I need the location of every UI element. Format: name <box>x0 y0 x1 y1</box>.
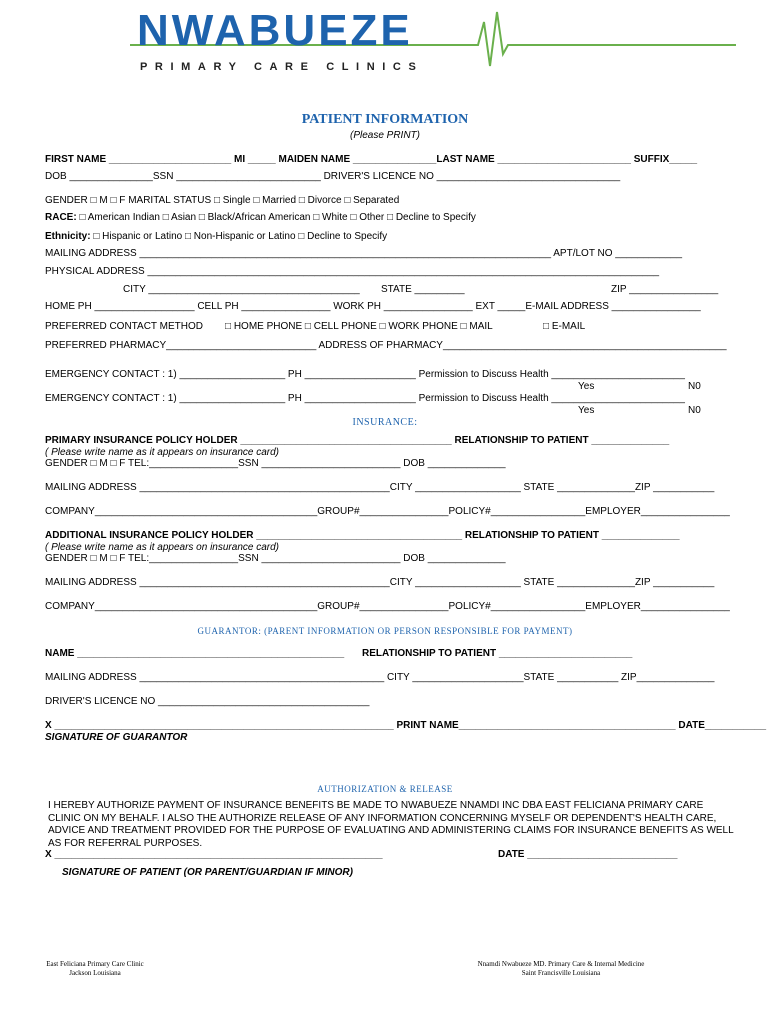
contact-method-options: □ HOME PHONE □ CELL PHONE □ WORK PHONE □ MAIL <box>225 321 493 332</box>
authorization-heading: AUTHORIZATION & RELEASE <box>317 784 453 794</box>
authorization-date-line: DATE ___________________________ <box>498 849 678 860</box>
guarantor-name-line: NAME ________________________________________________ <box>45 648 345 659</box>
clinic-logo-name: NWABUEZE <box>137 6 413 55</box>
race-line <box>45 212 476 223</box>
name-line: FIRST NAME ______________________ MI _____ MAIDEN NAME _______________LAST NAME ________________________ SUFFIX_____ <box>45 154 698 165</box>
form-title: PATIENT INFORMATION <box>301 112 469 127</box>
patient-signature-line: X ___________________________________________________________ <box>45 849 383 860</box>
emergency-1-yes: Yes <box>578 381 595 392</box>
authorization-text: I HEREBY AUTHORIZE PAYMENT OF INSURANCE BENEFITS BE MADE TO NWABUEZE NNAMDI INC DBA EAST FELICIANA PRIMARY CARE CLINIC ON MY BEHALF. I ALSO THE AUTHORIZE RELEASE OF ANY INFORMATION CONCERNING MYSELF OR DEPENDENT'S HEALTH CARE, ADVICE AND TREATMENT PROVIDED FOR THE PURPOSE OF EVALUATING AND ADMINISTERING CLAIMS FOR INSURANCE BENEFITS AS WELL AS FOR REFERRAL PURPOSES. <box>48 800 734 849</box>
primary-mailing-line: MAILING ADDRESS _____________________________________________CITY ___________________ STATE ______________ZIP ___________ <box>45 482 715 493</box>
form-subtitle: (Please PRINT) <box>349 130 420 141</box>
guarantor-signature-label: SIGNATURE OF GUARANTOR <box>45 732 188 743</box>
additional-company-line: COMPANY________________________________________GROUP#________________POLICY#_________________EMPLOYER________________ <box>45 601 730 612</box>
additional-gender-line: GENDER □ M □ F TEL:________________SSN _________________________ DOB ______________ <box>45 553 506 564</box>
emergency-contact-1: EMERGENCY CONTACT : 1) ___________________ PH ____________________ Permission to Discuss Health ________________________ <box>45 369 685 380</box>
footer-left <box>20 960 170 978</box>
clinic-logo-subtitle: PRIMARY CARE CLINICS <box>140 61 424 73</box>
footer-right-location: Saint Francisville Louisiana <box>521 969 601 977</box>
phone-email-line: HOME PH __________________ CELL PH ________________ WORK PH ________________ EXT _____E-MAIL ADDRESS ________________ <box>45 301 701 312</box>
additional-mailing-line: MAILING ADDRESS _____________________________________________CITY ___________________ STATE ______________ZIP ___________ <box>45 577 715 588</box>
state-field: STATE _________ <box>381 284 465 295</box>
zip-field: ZIP ________________ <box>611 284 719 295</box>
footer-right-doctor: Nnamdi Nwabueze MD. Primary Care & Internal Medicine <box>477 960 645 968</box>
mailing-address-line: MAILING ADDRESS __________________________________________________________________________ APT/LOT NO ____________ <box>45 248 683 259</box>
guarantor-licence-line: DRIVER'S LICENCE NO ______________________________________ <box>45 696 370 707</box>
additional-holder-line: ADDITIONAL INSURANCE POLICY HOLDER _____________________________________ RELATIONSHIP TO PATIENT ______________ <box>45 530 680 541</box>
race-options: □ American Indian □ Asian □ Black/African American □ White □ Other □ Decline to Specify <box>76 212 476 223</box>
physical-address-line: PHYSICAL ADDRESS ____________________________________________________________________________________________ <box>45 266 660 277</box>
primary-holder-note: ( Please write name as it appears on insurance card) <box>45 447 280 458</box>
footer-right <box>466 960 656 978</box>
emergency-2-yes: Yes <box>578 405 595 416</box>
guarantor-mailing-line: MAILING ADDRESS ____________________________________________ CITY ____________________STATE ___________ ZIP______________ <box>45 672 715 683</box>
footer-left-location: Jackson Louisiana <box>69 969 121 977</box>
additional-holder-note: ( Please write name as it appears on insurance card) <box>45 542 280 553</box>
pharmacy-line: PREFERRED PHARMACY___________________________ ADDRESS OF PHARMACY___________________________________________________ <box>45 340 727 351</box>
ethnicity-line <box>45 231 387 242</box>
city-field: CITY ______________________________________ <box>123 284 360 295</box>
race-label: RACE: <box>45 212 77 223</box>
guarantor-relationship-line: RELATIONSHIP TO PATIENT ________________________ <box>362 648 633 659</box>
guarantor-heading: GUARANTOR: (PARENT INFORMATION OR PERSON RESPONSIBLE FOR PAYMENT) <box>197 626 573 636</box>
patient-signature-label: SIGNATURE OF PATIENT (OR PARENT/GUARDIAN IF MINOR) <box>62 867 353 878</box>
primary-holder-line: PRIMARY INSURANCE POLICY HOLDER ______________________________________ RELATIONSHIP TO PATIENT ______________ <box>45 435 670 446</box>
ethnicity-label: Ethnicity: <box>45 231 91 242</box>
footer-left-clinic: East Feliciana Primary Care Clinic <box>46 960 144 968</box>
dob-ssn-licence-line: DOB _______________SSN __________________________ DRIVER'S LICENCE NO _________________________________ <box>45 171 621 182</box>
primary-company-line: COMPANY________________________________________GROUP#________________POLICY#_________________EMPLOYER________________ <box>45 506 730 517</box>
primary-gender-line: GENDER □ M □ F TEL:________________SSN _________________________ DOB ______________ <box>45 458 506 469</box>
gender-marital-line: GENDER □ M □ F MARITAL STATUS □ Single □ Married □ Divorce □ Separated <box>45 195 400 206</box>
emergency-1-no: N0 <box>688 381 701 392</box>
insurance-heading: INSURANCE: <box>352 417 418 428</box>
ethnicity-options: □ Hispanic or Latino □ Non-Hispanic or Latino □ Decline to Specify <box>90 231 388 242</box>
guarantor-signature-line: X _____________________________________________________________ PRINT NAME_______________________________________ DATE___________ <box>45 720 767 731</box>
emergency-contact-2: EMERGENCY CONTACT : 1) ___________________ PH ____________________ Permission to Discuss Health ________________________ <box>45 393 685 404</box>
contact-method-label: PREFERRED CONTACT METHOD <box>45 321 203 332</box>
emergency-2-no: N0 <box>688 405 701 416</box>
contact-method-email: □ E-MAIL <box>543 321 586 332</box>
